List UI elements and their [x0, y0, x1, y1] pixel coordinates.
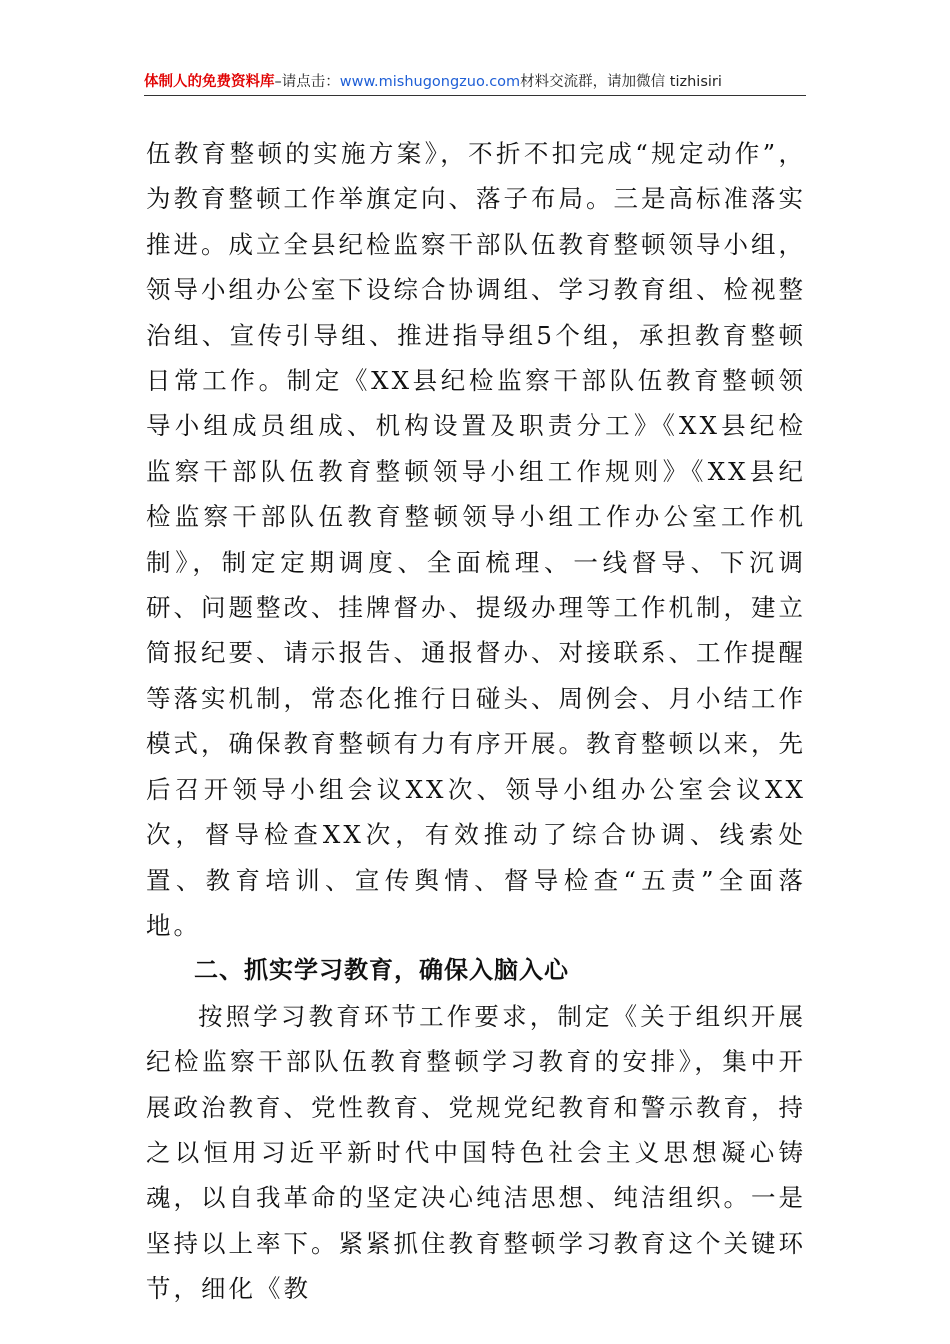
body-paragraph-1: 伍教育整顿的实施方案》，不折不扣完成“规定动作”，为教育整顿工作举旗定向、落子布局。三是高标准落实推进。成立全县纪检监察干部队伍教育整顿领导小组，领导小组办公室下设综合协调组、学习教育组、检视整治组、宣传引导组、推进指导组5个组，承担教育整顿日常工作。制定《XX县纪检监察干部队伍教育整顿领导小组成员组成、机构设置及职责分工》《XX县纪检监察干部队伍教育整顿领导小组工作规则》《XX县纪检监察干部队伍教育整顿领导小组工作办公室工作机制》，制定定期调度、全面梳理、一线督导、下沉调研、问题整改、挂牌督办、提级办理等工作机制，建立简报纪要、请示报告、通报督办、对接联系、工作提醒等落实机制，常态化推行日碰头、周例会、月小结工作模式，确保教育整顿有力有序开展。教育整顿以来，先后召开领导小组会议XX次、领导小组办公室会议XX次，督导检查XX次，有效推动了综合协调、线索处置、教育培训、宣传舆情、督导检查“五责”全面落地。: [146, 139, 806, 940]
header-prompt: –请点击：: [274, 74, 340, 90]
section-heading: 二、抓实学习教育，确保入脑入心: [194, 956, 569, 985]
document-body: [146, 131, 806, 1312]
header-contact-text: 材料交流群，请加微信 tizhisiri: [520, 74, 722, 90]
header-brand: 体制人的免费资料库: [144, 74, 275, 90]
body-paragraph-2: 按照学习教育环节工作要求，制定《关于组织开展纪检监察干部队伍教育整顿学习教育的安排》，集中开展政治教育、党性教育、党规党纪教育和警示教育，持之以恒用习近平新时代中国特色社会主义思想凝心铸魂，以自我革命的坚定决心纯洁思想、纯洁组织。一是坚持以上率下。紧紧抓住教育整顿学习教育这个关键环节，细化《教: [146, 1001, 806, 1304]
page-header: [144, 72, 806, 96]
header-link[interactable]: www.mishugongzuo.com: [339, 74, 521, 90]
header-divider: [144, 95, 806, 96]
